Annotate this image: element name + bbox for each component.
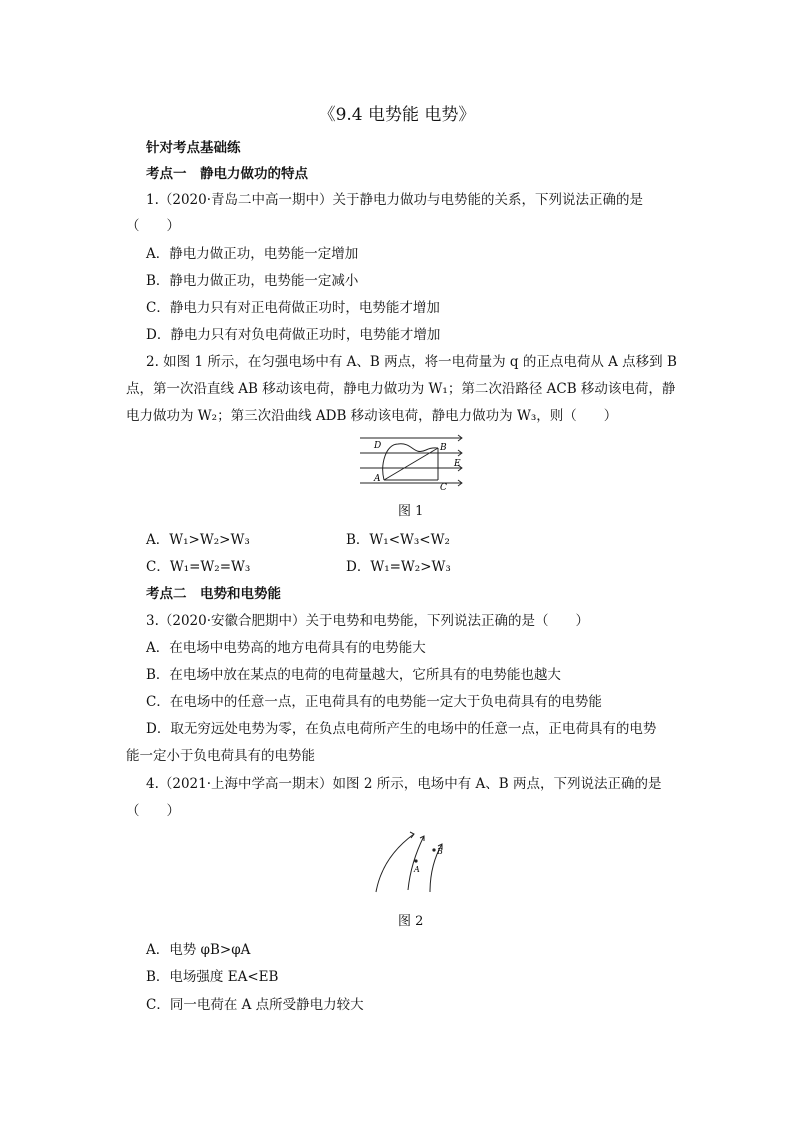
figure-1-caption: 图 1 <box>398 504 424 519</box>
q1-option-b: B．静电力做正功，电势能一定减小 <box>146 273 359 289</box>
q3-option-d: D．取无穷远处电势为零，在负点电荷所产生的电场中的任意一点，正电荷具有的电势 <box>146 721 657 737</box>
q1-stem-line2: （ ） <box>126 218 180 234</box>
q3-option-b: B．在电场中放在某点的电荷的电荷量越大，它所具有的电势能也越大 <box>146 667 561 683</box>
fig1-label-e: E <box>454 459 461 469</box>
figure-2-diagram <box>372 830 456 896</box>
paths-abc <box>383 444 438 480</box>
fig1-label-a: A <box>374 474 381 484</box>
topic-1-heading: 考点一 静电力做功的特点 <box>146 166 308 182</box>
q2-option-a: A．W₁>W₂>W₃ <box>146 532 250 548</box>
q3-option-d-continued: 能一定小于负电荷具有的电势能 <box>126 748 315 764</box>
q2-option-d: D．W₁=W₂>W₃ <box>346 559 451 575</box>
figure-2-caption: 图 2 <box>398 914 424 929</box>
point-b-marker <box>432 848 435 851</box>
figure-1-diagram <box>358 434 468 492</box>
q2-stem-line1: 2. 如图 1 所示，在匀强电场中有 A、B 两点，将一电荷量为 q 的正点电荷从 A 点移到 B <box>146 354 677 370</box>
q4-stem-line1: 4.（2021·上海中学高一期末）如图 2 所示，电场中有 A、B 两点，下列说法正确的是 <box>146 776 662 792</box>
fig1-label-d: D <box>374 441 382 451</box>
q1-option-a: A．静电力做正功，电势能一定增加 <box>146 246 359 262</box>
page-title: 《9.4 电势能 电势》 <box>318 105 476 125</box>
q1-stem-line1: 1.（2020·青岛二中高一期中）关于静电力做功与电势能的关系，下列说法正确的是 <box>146 192 644 208</box>
q3-stem: 3.（2020·安徽合肥期中）关于电势和电势能，下列说法正确的是（ ） <box>146 613 590 629</box>
fig1-label-c: C <box>440 483 447 492</box>
q3-option-a: A．在电场中电势高的地方电荷具有的电势能大 <box>146 640 426 656</box>
curved-field-lines <box>376 832 442 892</box>
q4-option-a: A．电势 φB>φA <box>146 942 251 958</box>
fig2-label-a: A <box>414 865 420 874</box>
q1-option-c: C．静电力只有对正电荷做正功时，电势能才增加 <box>146 300 440 316</box>
q4-option-b: B．电场强度 EA<EB <box>146 969 279 985</box>
q1-option-d: D．静电力只有对负电荷做正功时，电势能才增加 <box>146 327 441 343</box>
topic-2-heading: 考点二 电势和电势能 <box>146 586 281 602</box>
point-a-marker <box>414 859 417 862</box>
q4-stem-line2: （ ） <box>126 803 180 819</box>
q2-stem-line2: 点，第一次沿直线 AB 移动该电荷，静电力做功为 W₁；第二次沿路径 ACB 移动该电荷，静 <box>126 381 676 397</box>
fig1-label-b: B <box>440 443 447 453</box>
q2-option-c: C．W₁=W₂=W₃ <box>146 559 251 575</box>
section-heading: 针对考点基础练 <box>146 140 241 156</box>
q3-option-c: C．在电场中的任意一点，正电荷具有的电势能一定大于负电荷具有的电势能 <box>146 694 602 710</box>
q2-option-b: B．W₁<W₃<W₂ <box>346 532 450 548</box>
q4-option-c: C．同一电荷在 A 点所受静电力较大 <box>146 997 364 1013</box>
fig2-label-b: B <box>437 847 443 856</box>
q2-stem-line3: 电力做功为 W₂；第三次沿曲线 ADB 移动该电荷，静电力做功为 W₃，则（ ） <box>126 408 618 424</box>
